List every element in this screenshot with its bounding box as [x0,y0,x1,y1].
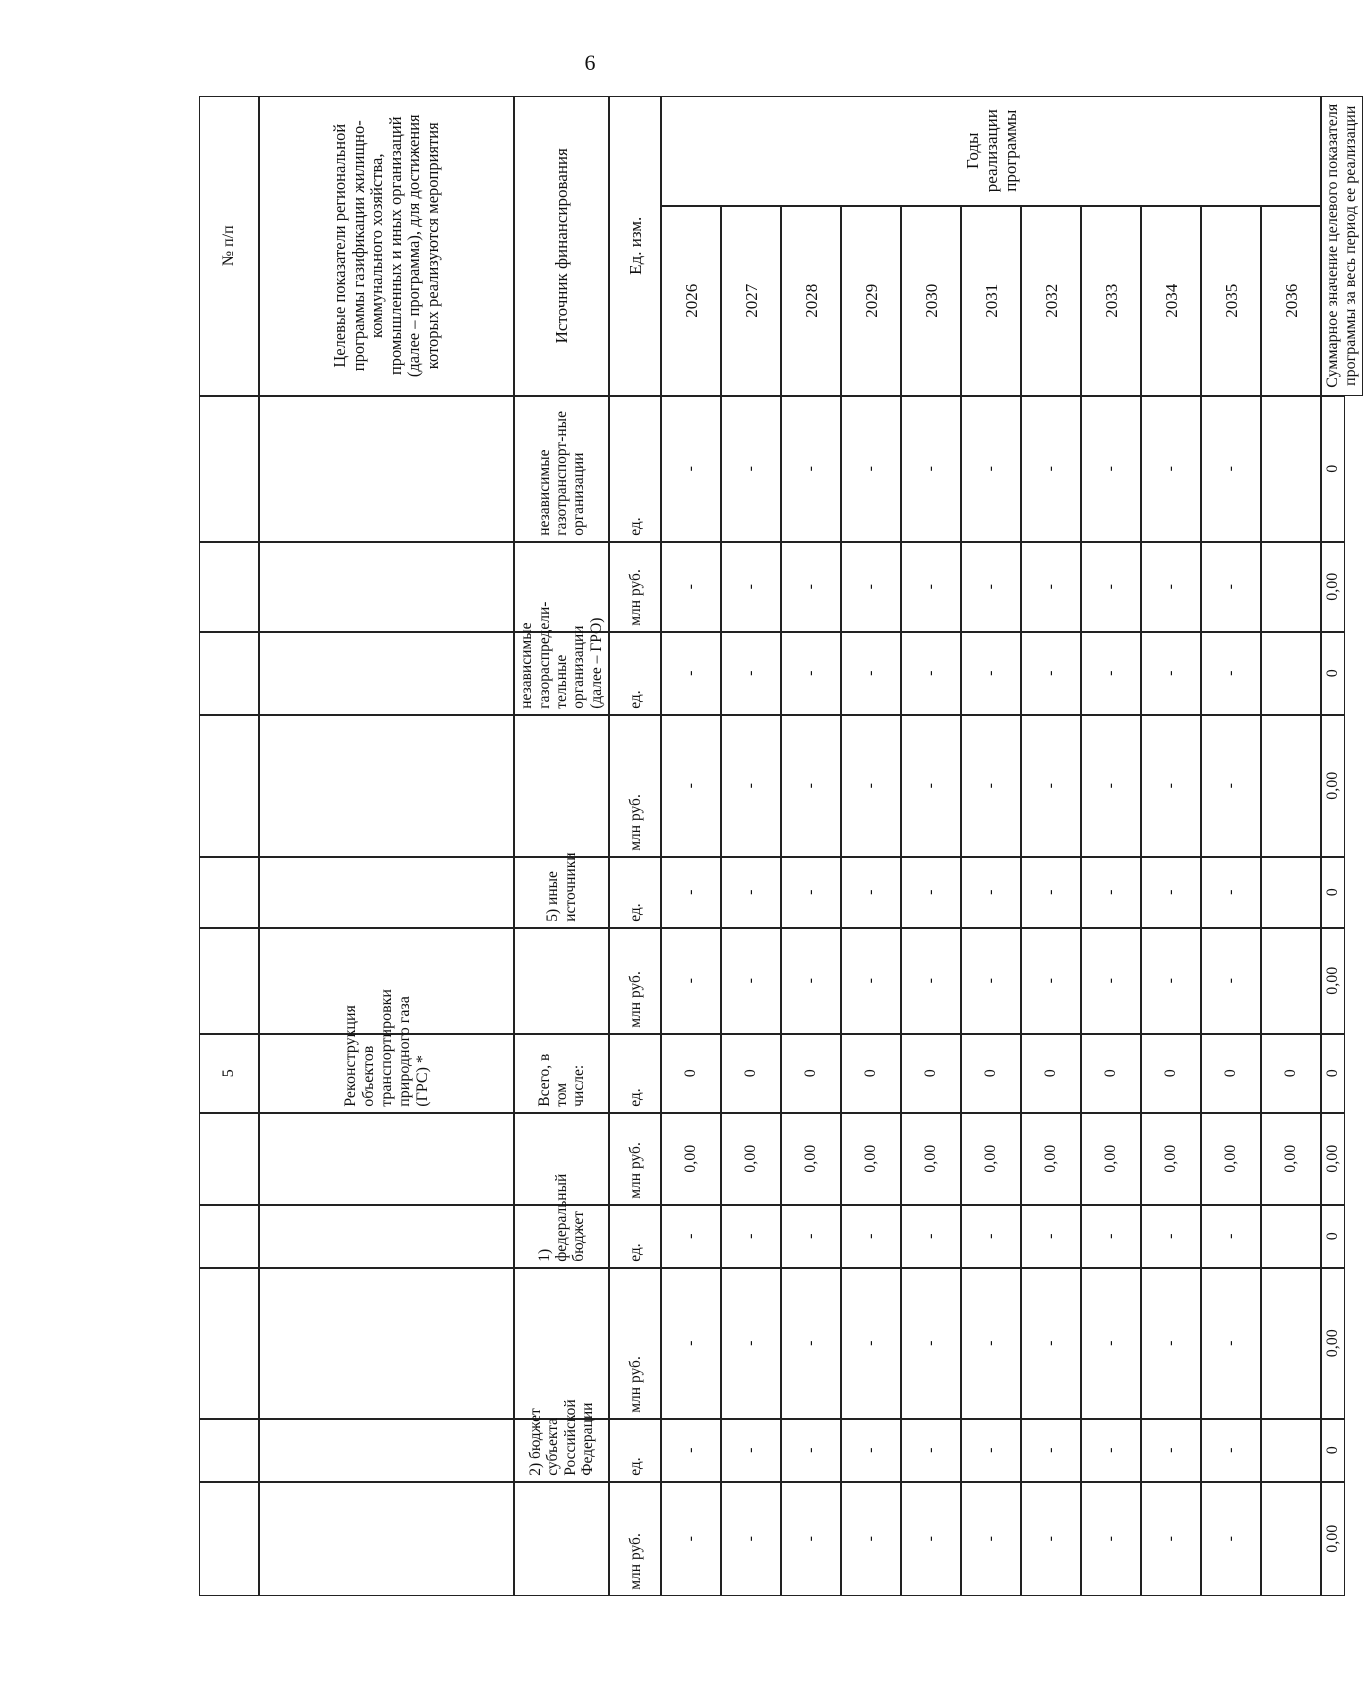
header-indicator: Целевые показатели региональной программы газификации жилищно-коммунального хозяйства, промышленных и иных организаций (далее – программа), для достижения которых реализуются мероприятия [259,96,514,396]
row-3-year-2036 [1261,715,1321,857]
row-6-total: 0 [1321,1034,1345,1113]
row-10-year-2034: - [1141,1419,1201,1482]
row-7-total: 0,00 [1321,1113,1345,1205]
row-11-unit: млн руб. [609,1482,661,1596]
row-0-year-2032: - [1021,396,1081,542]
row-9-num [199,1268,259,1419]
row-2-year-2026: - [661,632,721,715]
row-0-year-2034: - [1141,396,1201,542]
row-4-indicator [259,857,514,928]
row-10-indicator [259,1419,514,1482]
row-5-year-2026: - [661,928,721,1034]
row-6-year-2031: 0 [961,1034,1021,1113]
row-6-year-2028: 0 [781,1034,841,1113]
row-0-year-2035: - [1201,396,1261,542]
row-3-year-2027: - [721,715,781,857]
row-9-year-2030: - [901,1268,961,1419]
header-year-2035: 2035 [1201,206,1261,396]
row-4-year-2029: - [841,857,901,928]
row-10-num [199,1419,259,1482]
row-2-year-2031: - [961,632,1021,715]
row-1-year-2033: - [1081,542,1141,632]
row-0-year-2036 [1261,396,1321,542]
row-7-year-2029: 0,00 [841,1113,901,1205]
row-11-total: 0,00 [1321,1482,1345,1596]
row-9-year-2034: - [1141,1268,1201,1419]
row-5-unit: млн руб. [609,928,661,1034]
row-10-year-2036 [1261,1419,1321,1482]
row-0-year-2028: - [781,396,841,542]
header-year-2031: 2031 [961,206,1021,396]
row-2-year-2035: - [1201,632,1261,715]
row-9-total: 0,00 [1321,1268,1345,1419]
row-11-year-2036 [1261,1482,1321,1596]
row-4-year-2027: - [721,857,781,928]
row-3-year-2031: - [961,715,1021,857]
row-4-year-2030: - [901,857,961,928]
row-0-source: независимые газотранспорт-ные организации [514,396,609,542]
row-3-num [199,715,259,857]
row-6-num: 5 [199,1034,259,1113]
row-2-year-2034: - [1141,632,1201,715]
row-0-num [199,396,259,542]
row-6-year-2032: 0 [1021,1034,1081,1113]
header-total: Суммарное значение целевого показателя программы за весь период ее реализации [1321,96,1363,396]
row-0-indicator [259,396,514,542]
header-year-2032: 2032 [1021,206,1081,396]
row-6-indicator: Реконструкция объектов транспортировки природного газа (ГРС) * [259,1034,514,1113]
row-6-year-2030: 0 [901,1034,961,1113]
row-10-total: 0 [1321,1419,1345,1482]
row-9-year-2033: - [1081,1268,1141,1419]
row-4-year-2028: - [781,857,841,928]
row-5-year-2030: - [901,928,961,1034]
row-2-year-2032: - [1021,632,1081,715]
row-1-unit: млн руб. [609,542,661,632]
header-year-2029: 2029 [841,206,901,396]
row-6-unit: ед. [609,1034,661,1113]
row-1-total: 0,00 [1321,542,1345,632]
row-8-year-2034: - [1141,1205,1201,1268]
row-3-year-2026: - [661,715,721,857]
header-year-2036: 2036 [1261,206,1321,396]
row-10-year-2033: - [1081,1419,1141,1482]
row-8-year-2030: - [901,1205,961,1268]
header-year-2033: 2033 [1081,206,1141,396]
row-9-source [514,1268,609,1419]
row-0-year-2030: - [901,396,961,542]
row-2-year-2036 [1261,632,1321,715]
row-9-year-2026: - [661,1268,721,1419]
row-7-year-2034: 0,00 [1141,1113,1201,1205]
row-8-year-2026: - [661,1205,721,1268]
row-11-year-2028: - [781,1482,841,1596]
header-year-2034: 2034 [1141,206,1201,396]
row-2-num [199,632,259,715]
row-9-year-2035: - [1201,1268,1261,1419]
row-8-total: 0 [1321,1205,1345,1268]
row-2-indicator [259,632,514,715]
row-1-year-2036 [1261,542,1321,632]
row-1-year-2034: - [1141,542,1201,632]
row-1-year-2030: - [901,542,961,632]
row-3-source [514,715,609,857]
row-4-unit: ед. [609,857,661,928]
row-6-source: Всего, в том числе: [514,1034,609,1113]
row-4-source: 5) иные источники [514,857,609,928]
row-8-year-2036 [1261,1205,1321,1268]
row-1-year-2027: - [721,542,781,632]
row-9-year-2027: - [721,1268,781,1419]
row-8-year-2033: - [1081,1205,1141,1268]
row-7-year-2035: 0,00 [1201,1113,1261,1205]
row-11-source [514,1482,609,1596]
row-5-year-2032: - [1021,928,1081,1034]
row-2-year-2030: - [901,632,961,715]
header-source: Источник финансирования [514,96,609,396]
row-10-unit: ед. [609,1419,661,1482]
row-4-num [199,857,259,928]
row-5-year-2027: - [721,928,781,1034]
row-3-year-2033: - [1081,715,1141,857]
row-11-year-2034: - [1141,1482,1201,1596]
row-4-year-2033: - [1081,857,1141,928]
row-0-year-2027: - [721,396,781,542]
row-10-year-2032: - [1021,1419,1081,1482]
row-3-year-2032: - [1021,715,1081,857]
row-9-year-2028: - [781,1268,841,1419]
row-11-year-2031: - [961,1482,1021,1596]
row-5-year-2028: - [781,928,841,1034]
row-11-num [199,1482,259,1596]
row-6-year-2033: 0 [1081,1034,1141,1113]
row-6-year-2035: 0 [1201,1034,1261,1113]
header-years-group: Годы реализации программы [661,96,1321,206]
row-0-year-2026: - [661,396,721,542]
row-2-source: независимые газораспредели-тельные организации (далее – ГРО) [514,632,609,715]
row-4-year-2034: - [1141,857,1201,928]
row-5-year-2036 [1261,928,1321,1034]
row-2-year-2029: - [841,632,901,715]
row-7-year-2031: 0,00 [961,1113,1021,1205]
row-2-year-2027: - [721,632,781,715]
row-10-year-2030: - [901,1419,961,1482]
row-2-year-2033: - [1081,632,1141,715]
header-year-2028: 2028 [781,206,841,396]
header-year-2026: 2026 [661,206,721,396]
row-7-unit: млн руб. [609,1113,661,1205]
row-8-num [199,1205,259,1268]
row-5-year-2031: - [961,928,1021,1034]
row-9-year-2032: - [1021,1268,1081,1419]
row-11-year-2029: - [841,1482,901,1596]
row-3-year-2034: - [1141,715,1201,857]
row-5-year-2034: - [1141,928,1201,1034]
row-3-indicator [259,715,514,857]
row-8-year-2029: - [841,1205,901,1268]
row-8-year-2035: - [1201,1205,1261,1268]
row-9-unit: млн руб. [609,1268,661,1419]
row-7-year-2036: 0,00 [1261,1113,1321,1205]
row-10-year-2026: - [661,1419,721,1482]
row-8-year-2027: - [721,1205,781,1268]
row-10-year-2029: - [841,1419,901,1482]
row-9-indicator [259,1268,514,1419]
row-10-year-2035: - [1201,1419,1261,1482]
row-5-year-2033: - [1081,928,1141,1034]
row-1-year-2031: - [961,542,1021,632]
row-5-year-2029: - [841,928,901,1034]
row-11-year-2030: - [901,1482,961,1596]
row-11-year-2026: - [661,1482,721,1596]
row-1-year-2035: - [1201,542,1261,632]
row-5-year-2035: - [1201,928,1261,1034]
row-8-year-2028: - [781,1205,841,1268]
row-5-source [514,928,609,1034]
row-1-indicator [259,542,514,632]
row-1-year-2029: - [841,542,901,632]
row-1-num [199,542,259,632]
row-5-total: 0,00 [1321,928,1345,1034]
row-10-year-2031: - [961,1419,1021,1482]
row-7-year-2028: 0,00 [781,1113,841,1205]
row-4-total: 0 [1321,857,1345,928]
row-7-year-2027: 0,00 [721,1113,781,1205]
row-3-year-2030: - [901,715,961,857]
row-2-year-2028: - [781,632,841,715]
row-8-source: 1) федеральный бюджет [514,1205,609,1268]
row-3-year-2035: - [1201,715,1261,857]
row-10-year-2027: - [721,1419,781,1482]
row-7-year-2033: 0,00 [1081,1113,1141,1205]
row-8-indicator [259,1205,514,1268]
row-0-year-2033: - [1081,396,1141,542]
header-unit: Ед. изм. [609,96,661,396]
row-7-num [199,1113,259,1205]
row-8-year-2032: - [1021,1205,1081,1268]
row-1-year-2026: - [661,542,721,632]
row-1-year-2028: - [781,542,841,632]
row-3-year-2029: - [841,715,901,857]
row-11-year-2027: - [721,1482,781,1596]
row-0-total: 0 [1321,396,1345,542]
row-9-year-2029: - [841,1268,901,1419]
row-11-year-2035: - [1201,1482,1261,1596]
row-0-unit: ед. [609,396,661,542]
row-6-year-2026: 0 [661,1034,721,1113]
row-2-total: 0 [1321,632,1345,715]
row-0-year-2029: - [841,396,901,542]
row-1-year-2032: - [1021,542,1081,632]
header-num: № п/п [199,96,259,396]
row-3-unit: млн руб. [609,715,661,857]
row-0-year-2031: - [961,396,1021,542]
header-year-2030: 2030 [901,206,961,396]
row-4-year-2036 [1261,857,1321,928]
row-4-year-2031: - [961,857,1021,928]
row-3-year-2028: - [781,715,841,857]
row-10-source: 2) бюджет субъекта Российской Федерации [514,1419,609,1482]
row-7-year-2026: 0,00 [661,1113,721,1205]
rotated-table-container [200,95,1360,1595]
row-6-year-2029: 0 [841,1034,901,1113]
row-11-year-2033: - [1081,1482,1141,1596]
row-7-indicator [259,1113,514,1205]
row-9-year-2036 [1261,1268,1321,1419]
row-7-year-2032: 0,00 [1021,1113,1081,1205]
row-6-year-2036: 0 [1261,1034,1321,1113]
header-year-2027: 2027 [721,206,781,396]
row-2-unit: ед. [609,632,661,715]
row-11-year-2032: - [1021,1482,1081,1596]
row-8-unit: ед. [609,1205,661,1268]
row-10-year-2028: - [781,1419,841,1482]
row-8-year-2031: - [961,1205,1021,1268]
row-6-year-2027: 0 [721,1034,781,1113]
row-3-total: 0,00 [1321,715,1345,857]
row-11-indicator [259,1482,514,1596]
row-5-num [199,928,259,1034]
row-9-year-2031: - [961,1268,1021,1419]
row-4-year-2035: - [1201,857,1261,928]
row-4-year-2026: - [661,857,721,928]
row-7-year-2030: 0,00 [901,1113,961,1205]
row-4-year-2032: - [1021,857,1081,928]
row-6-year-2034: 0 [1141,1034,1201,1113]
page-number: 6 [584,50,596,75]
